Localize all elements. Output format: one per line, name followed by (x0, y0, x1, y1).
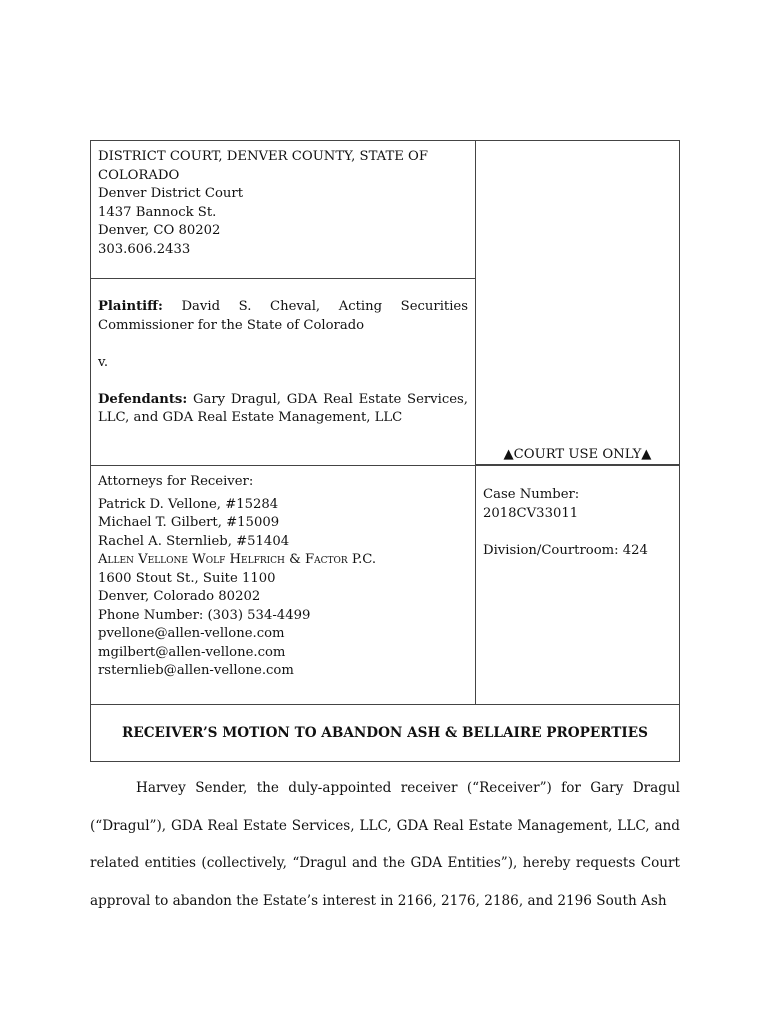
case-caption (90, 140, 680, 762)
court-street: 1437 Bannock St. (98, 204, 217, 220)
attorneys-block (91, 466, 476, 704)
court-use-box (476, 141, 679, 465)
body-paragraph: Harvey Sender, the duly-appointed receiver (“Receiver”) for Gary Dragul (“Dragul”), GDA Real Estate Services, LLC, GDA Real Estate Management, LLC, and related entities (collectively, “Dragul and the GDA Entities”), hereby requests Court approval to abandon the Estate’s interest in 2166, 2176, 2186, and 2196 South Ash (90, 780, 680, 909)
attorney-name: Michael T. Gilbert, #15009 (98, 515, 280, 530)
case-info (476, 466, 679, 704)
court-info (91, 141, 475, 279)
firm-street: 1600 Stout St., Suite 1100 (98, 570, 276, 586)
court-phone: 303.606.2433 (98, 241, 191, 257)
court-city: Denver, CO 80202 (98, 223, 221, 238)
email: mgilbert@allen-vellone.com (98, 644, 286, 660)
court-location: Denver District Court (98, 186, 244, 201)
division-courtroom: Division/Courtroom: 424 (483, 542, 648, 558)
attorneys-heading: Attorneys for Receiver: (98, 474, 254, 489)
plaintiff-label: Plaintiff: (98, 299, 163, 314)
attorney-name: Rachel A. Sternlieb, #51404 (98, 533, 290, 549)
case-number: 2018CV33011 (483, 505, 579, 521)
defendants-label: Defendants: (98, 391, 188, 407)
plaintiff (98, 298, 468, 335)
plaintiff-text: David S. Cheval, Acting Securities Commissioner for the State of Colorado (98, 299, 468, 333)
attorney-name: Patrick D. Vellone, #15284 (98, 496, 279, 512)
court-name: DISTRICT COURT, DENVER COUNTY, STATE OF COLORADO (98, 149, 429, 183)
court-use-only: ▲COURT USE ONLY▲ (503, 447, 652, 462)
law-firm: Allen Vellone Wolf Helfrich & Factor P.C. (98, 552, 377, 567)
defendants-text: Gary Dragul, GDA Real Estate Services, LLC, and GDA Real Estate Management, LLC (98, 391, 468, 425)
defendants (98, 391, 468, 428)
case-number-label: Case Number: (483, 487, 580, 502)
caption-middle-row (91, 466, 679, 705)
email: pvellone@allen-vellone.com (98, 626, 285, 641)
caption-top-row (91, 141, 679, 466)
firm-city: Denver, Colorado 80202 (98, 589, 261, 604)
versus: v. (98, 354, 109, 370)
email: rsternlieb@allen-vellone.com (98, 663, 294, 678)
motion-title: RECEIVER’S MOTION TO ABANDON ASH & BELLAIRE PROPERTIES (122, 725, 648, 741)
body-text (90, 770, 680, 920)
firm-phone: Phone Number: (303) 534-4499 (98, 607, 311, 623)
parties (91, 279, 475, 465)
